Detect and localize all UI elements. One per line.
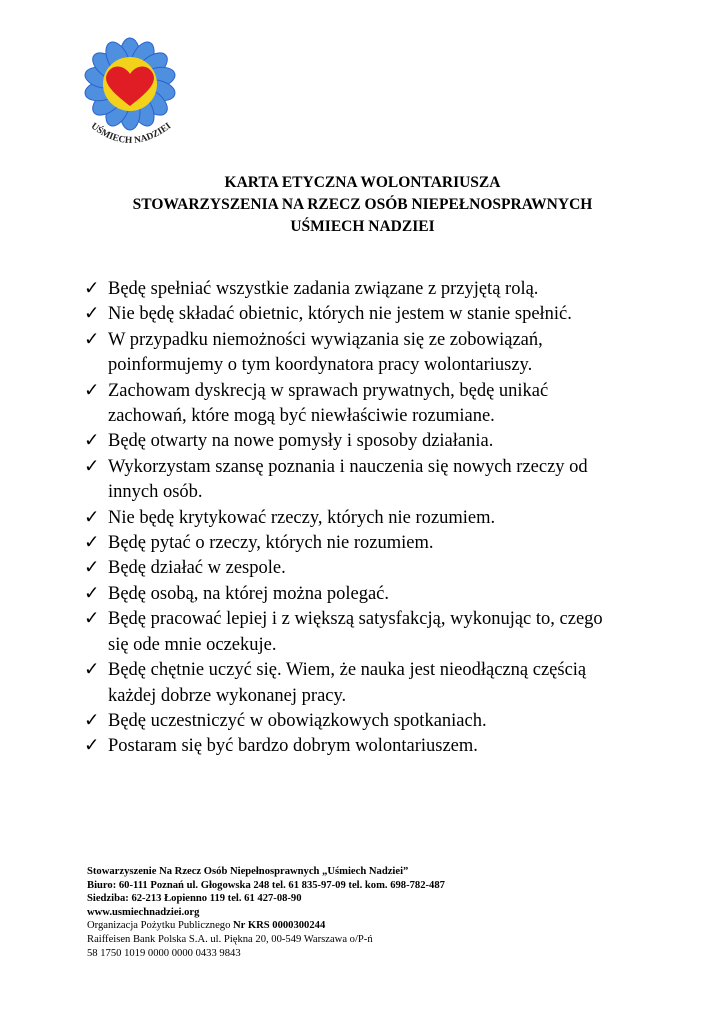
footer-krs: Nr KRS 0000300244 [233,920,326,932]
checklist-item [84,734,684,759]
checklist-item-text: Zachowam dyskrecją w sprawach prywatnych, będę unikać [108,380,549,401]
checklist-item [84,531,684,556]
checklist-item [84,302,684,327]
checklist-item [84,709,684,734]
checklist-item-text: zachowań, które mogą być niewłaściwie rozumiane. [108,406,495,427]
organization-logo [80,36,180,156]
title-line-2: STOWARZYSZENIA NA RZECZ OSÓB NIEPEŁNOSPRAWNYCH [132,196,593,213]
checkmark-icon: ✓ [84,660,100,681]
checklist-item [84,607,684,658]
ethics-checklist [84,277,684,760]
footer-org-name: Stowarzyszenie Na Rzecz Osób Niepełnosprawnych „Uśmiech Nadziei” [87,866,409,877]
checkmark-icon: ✓ [84,558,100,579]
checklist-item [84,658,684,709]
checkmark-icon: ✓ [84,304,100,325]
checklist-item-text: każdej dobrze wykonanej pracy. [108,685,347,706]
footer-office: Biuro: 60-111 Poznań ul. Głogowska 248 tel. 61 835-97-09 tel. kom. 698-782-487 [87,879,445,891]
checklist-item-text: poinformujemy o tym koordynatora pracy wolontariuszy. [108,355,533,376]
footer-account: 58 1750 1019 0000 0000 0433 9843 [87,947,241,959]
document-title [0,172,725,238]
title-line-1: KARTA ETYCZNA WOLONTARIUSZA [224,174,501,191]
checklist-item-text: Będę chętnie uczyć się. Wiem, że nauka jest nieodłączną częścią [108,660,587,681]
title-line-3: UŚMIECH NADZIEI [290,218,435,235]
checklist-item-text: Będę uczestniczyć w obowiązkowych spotkaniach. [108,710,487,731]
checkmark-icon: ✓ [84,710,100,731]
checklist-item-text: Wykorzystam szansę poznania i nauczenia się nowych rzeczy od [108,456,588,477]
checklist-item-text: W przypadku niemożności wywiązania się ze zobowiązań, [108,329,543,350]
checkmark-icon: ✓ [84,609,100,630]
checkmark-icon: ✓ [84,456,100,477]
checklist-item-text: Nie będę krytykować rzeczy, których nie rozumiem. [108,507,496,528]
checkmark-icon: ✓ [84,533,100,554]
checkmark-icon: ✓ [84,736,100,757]
checklist-item [84,379,684,430]
footer-opp [87,919,687,933]
checklist-item-text: Będę otwarty na nowe pomysły i sposoby działania. [108,431,494,452]
checklist-item-text: się ode mnie oczekuje. [108,634,277,655]
footer-opp-label: Organizacja Pożytku Publicznego [87,920,234,932]
checklist-item-text: Będę spełniać wszystkie zadania związane z przyjętą rolą. [108,279,539,299]
checklist-item-text: innych osób. [108,482,203,503]
checklist-item-text: Będę pytać o rzeczy, których nie rozumiem. [108,533,434,554]
checklist-item [84,277,684,302]
footer-bank: Raiffeisen Bank Polska S.A. ul. Piękna 20, 00-549 Warszawa o/P-ń [87,933,373,945]
checkmark-icon: ✓ [84,380,100,401]
checklist-item [84,506,684,531]
footer-website: www.usmiechnadziei.org [87,906,200,918]
checklist-item-text: Będę osobą, na której można polegać. [108,583,389,604]
checklist-item [84,455,684,506]
footer [87,865,687,960]
checklist-item [84,582,684,607]
flower-heart-icon [80,36,180,156]
checklist-item [84,328,684,379]
checklist-item-text: Będę pracować lepiej i z większą satysfakcją, wykonując to, czego [108,609,603,630]
checklist-item [84,429,684,454]
checkmark-icon: ✓ [84,507,100,528]
checklist-item [84,556,684,581]
checkmark-icon: ✓ [84,329,100,350]
footer-seat: Siedziba: 62-213 Łopienno 119 tel. 61 427-08-90 [87,893,302,905]
checklist-item-text: Będę działać w zespole. [108,558,286,579]
checklist-item-text: Postaram się być bardzo dobrym wolontariuszem. [108,736,478,757]
checkmark-icon: ✓ [84,279,100,299]
checkmark-icon: ✓ [84,431,100,452]
checklist-item-text: Nie będę składać obietnic, których nie jestem w stanie spełnić. [108,304,572,325]
checkmark-icon: ✓ [84,583,100,604]
logo-caption: UŚMIECH NADZIEI [88,121,174,147]
